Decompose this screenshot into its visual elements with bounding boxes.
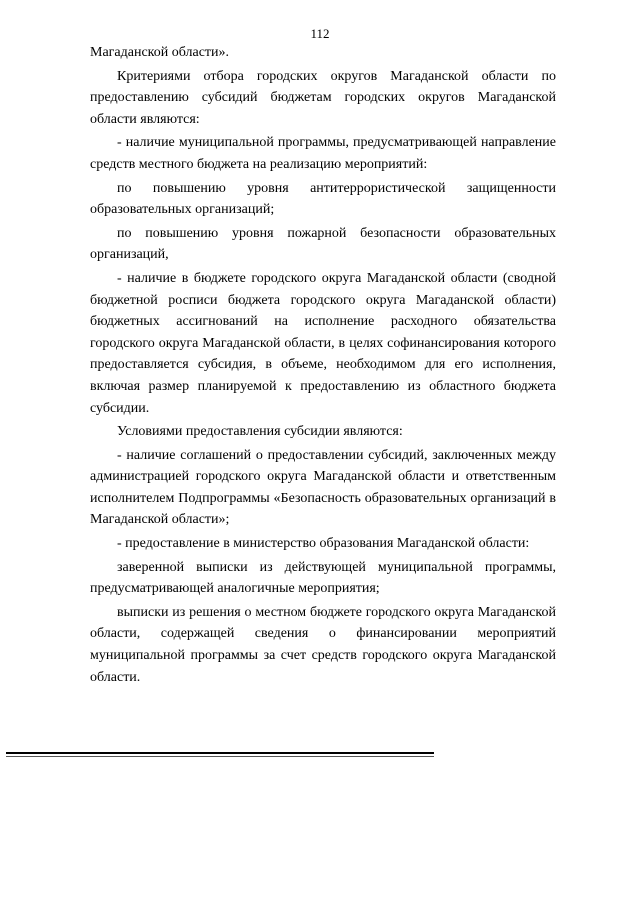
paragraph-conditions: Условиями предоставления субсидии являются:: [117, 424, 403, 440]
paragraph-continuation: Магаданской области».: [90, 45, 230, 60]
document-body: [90, 42, 556, 690]
paragraph-condition-agreements: - наличие соглашений о предоставлении субсидий, заключенных между администрацией городского округа Магаданской области и ответственным исполнителем Подпрограммы «Безопасность образовательных организаций в Магаданской области»;: [90, 447, 556, 528]
paragraph-antiterror: по повышению уровня антитеррористической защищенности образовательных организаций;: [90, 180, 556, 218]
paragraph-fire-safety: по повышению уровня пожарной безопасности образовательных организаций,: [90, 225, 556, 263]
paragraph-selection-criteria: Критериями отбора городских округов Магаданской области по предоставлению субсидий бюджетам городских округов Магаданской области являются:: [90, 68, 556, 127]
horizontal-rule: [6, 752, 434, 754]
paragraph-criterion-budget: - наличие в бюджете городского округа Магаданской области (сводной бюджетной росписи бюджета городского округа Магаданской области) бюджетных ассигнований на исполнение расходного обязательства городского округа Магаданской области, в целях софинансирования которого предоставляется субсидия, в объеме, необходимом для его исполнения, включая размер планируемой к предоставлению из областного бюджета субсидии.: [90, 270, 556, 416]
horizontal-rule-thin: [6, 756, 434, 757]
page-number: 112: [310, 26, 330, 41]
paragraph-criterion-program: - наличие муниципальной программы, предусматривающей направление средств местного бюджета на реализацию мероприятий:: [90, 135, 556, 172]
paragraph-budget-extract: выписки из решения о местном бюджете городского округа Магаданской области, содержащей сведения о финансировании мероприятий муниципальной программы за счет средств городского округа Магаданской области.: [90, 604, 556, 685]
paragraph-condition-submission: - предоставление в министерство образования Магаданской области:: [117, 536, 530, 552]
paragraph-program-extract: заверенной выписки из действующей муниципальной программы, предусматривающей аналогичные мероприятия;: [90, 559, 556, 597]
